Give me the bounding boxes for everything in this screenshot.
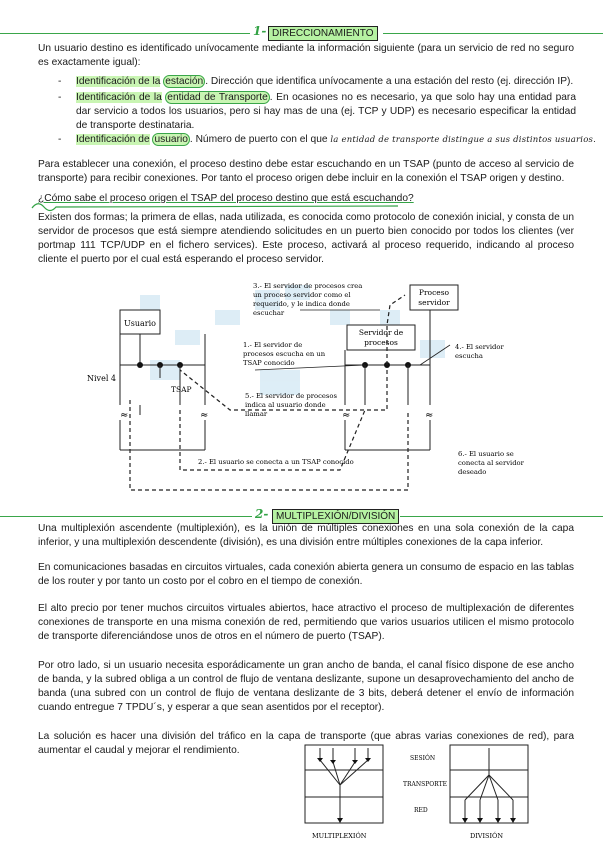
svg-text:≈: ≈	[120, 410, 129, 421]
svg-text:≈: ≈	[342, 410, 351, 421]
handwritten-note: la entidad de transporte distingue a sus distintos usuarios.	[330, 135, 596, 145]
bullet-dash: -	[58, 134, 62, 145]
svg-text:4.- El servidor: 4.- El servidor	[455, 343, 504, 351]
step6-text	[458, 450, 525, 476]
svg-text:3.- El servidor de procesos cr: 3.- El servidor de procesos crea	[253, 282, 363, 290]
header-rule-right	[400, 516, 603, 517]
section-number: 2-	[255, 507, 269, 521]
transporte-label: TRANSPORTE	[403, 781, 447, 788]
svg-text:llamar: llamar	[245, 410, 268, 418]
nivel-label: Nivel 4	[87, 374, 117, 383]
connection-protocol-diagram	[0, 270, 603, 505]
bullet-prefix: Identificación de la	[76, 92, 162, 103]
header-rule-left	[0, 516, 252, 517]
multiplexion-division-diagram	[290, 740, 580, 845]
connection-paragraph: Para establecer una conexión, el proceso destino debe estar escuchando en un TSAP (punto de acceso al servicio de transporte) para recibir conexiones. Por tanto el proceso origen debe incluir en la conexión el TSAP origen y destino.	[38, 159, 574, 184]
multiplexion-paragraph-5: La solución es hacer una división del tráfico en la capa de transporte (que abras varias conexiones de red), para aumentar el caudal y mejorar el rendimiento.	[38, 731, 574, 756]
bullet-key-entidad: entidad de Transporte	[167, 92, 268, 103]
svg-text:5.- El servidor de procesos: 5.- El servidor de procesos	[245, 392, 337, 400]
bullet-prefix: Identificación de	[76, 134, 150, 145]
header-rule-right	[383, 33, 603, 34]
multiplexion-caption: MULTIPLEXIÓN	[312, 832, 367, 840]
proceso-servidor-label-2: servidor	[418, 298, 450, 307]
tsap-label: TSAP	[171, 385, 192, 394]
svg-text:conecta al servidor: conecta al servidor	[458, 459, 524, 467]
question-underline-scribble	[30, 198, 400, 212]
bullet-key-usuario: usuario	[154, 134, 188, 145]
red-label: RED	[414, 807, 428, 814]
svg-text:≈: ≈	[200, 410, 209, 421]
section-header-direccionamiento	[0, 24, 603, 44]
svg-text:escucha: escucha	[455, 352, 483, 360]
svg-text:un proceso servidor como el: un proceso servidor como el	[253, 291, 351, 299]
svg-text:indica al usuario donde: indica al usuario donde	[245, 401, 326, 409]
intro-paragraph: Un usuario destino es identificado unívocamente mediante la información siguiente (para un servicio de red no seguro es exactamente igual):	[38, 43, 574, 68]
servidor-procesos-label-2: procesos	[364, 338, 398, 347]
step2-text: 2.- El usuario se conecta a un TSAP conocido	[198, 458, 354, 466]
svg-text:escuchar: escuchar	[253, 309, 285, 317]
svg-text:requerido, y le indica donde: requerido, y le indica donde	[253, 300, 350, 308]
section-number: 1-	[253, 24, 267, 38]
multiplexion-paragraph-3: El alto precio por tener muchos circuitos virtuales abiertos, hace atractivo el proceso de multiplexación de diferentes conexiones de transporte en una misma conexión de red, permitiendo que varios usuarios utilicen el mismo protocolo de transporte diferenciándose unos de otros en el número de puerto (TSAP).	[38, 603, 574, 642]
svg-text:deseado: deseado	[458, 468, 487, 476]
svg-text:procesos escucha en un: procesos escucha en un	[243, 350, 326, 358]
svg-text:TSAP conocido: TSAP conocido	[243, 359, 295, 367]
bullet-dash: -	[58, 76, 62, 87]
step4-text	[455, 343, 504, 360]
step5-text	[245, 392, 337, 418]
proceso-servidor-label-1: Proceso	[418, 288, 450, 297]
sesion-label: SESIÓN	[410, 755, 436, 762]
usuario-label: Usuario	[124, 319, 156, 328]
bullet-text: . Número de puerto con el que	[189, 134, 328, 145]
section-title: DIRECCIONAMIENTO	[268, 26, 378, 41]
multiplexion-box	[305, 745, 383, 823]
svg-text:1.- El servidor de: 1.- El servidor de	[243, 341, 303, 349]
multiplexion-paragraph-2: En comunicaciones basadas en circuitos virtuales, cada conexión abierta genera un consumo de espacio en las tablas de los router y por tanto un costo por el cobro en el tiempo de conexión.	[38, 562, 574, 587]
bullet-text: . Dirección que identifica unívocamente a una estación del resto (ej. dirección IP).	[205, 76, 574, 87]
section-title: MULTIPLEXIÓN/DIVISIÓN	[272, 509, 399, 524]
servidor-procesos-label-1: Servidor de	[358, 328, 404, 337]
division-caption: DIVISIÓN	[470, 832, 504, 840]
bullet-key-estacion: estación	[165, 76, 204, 87]
multiplexion-paragraph-1: Una multiplexión ascendente (multiplexión), es la unión de múltiples conexiones en una sola conexión de la capa inferior, y una multiplexión descendente (división), es una división entre múltiples conexiones de la capa inferior.	[38, 523, 574, 548]
svg-text:6.- El usuario se: 6.- El usuario se	[458, 450, 514, 458]
multiplexion-paragraph-4: Por otro lado, si un usuario necesita esporádicamente un gran ancho de banda, el canal físico dispone de ese ancho de banda, y la subred obliga a un control de flujo de ventana deslizante, supone un desaprovechamiento del ancho de banda (una subred con un control de flujo de ventana deslizante de 3 bits, deberá detener el envío de información cuando entregue 7 TPDU´s, y esperar a que sean asentidos por el receptor).	[38, 660, 574, 713]
bullet-dash: -	[58, 92, 62, 103]
bullet-text: . En ocasiones no es necesario, ya que solo hay una entidad para dar servicio a todos los usuarios, pero si hay mas de una (ej. TCP y UDP) es necesario especificar la entidad de transporte destinataria.	[76, 92, 576, 131]
step1-text	[243, 341, 326, 367]
bullet-prefix: Identificación de la	[76, 76, 161, 87]
answer-paragraph: Existen dos formas; la primera de ellas, nada utilizada, es conocida como protocolo de conexión inicial, y consta de un servidor de procesos que está siempre atendiendo solicitudes en un puerto bien conocido por todos los clientes (ver portmap 111 TCP/UDP en el fichero services). Este proceso, activará al proceso requerido, indicando al proceso cliente el puerto por el cual está esperando el proceso servidor.	[38, 212, 574, 265]
question-heading: ¿Cómo sabe el proceso origen el TSAP del proceso destino que está escuchando?	[38, 193, 414, 204]
svg-text:≈: ≈	[425, 410, 434, 421]
header-rule-left	[0, 33, 250, 34]
